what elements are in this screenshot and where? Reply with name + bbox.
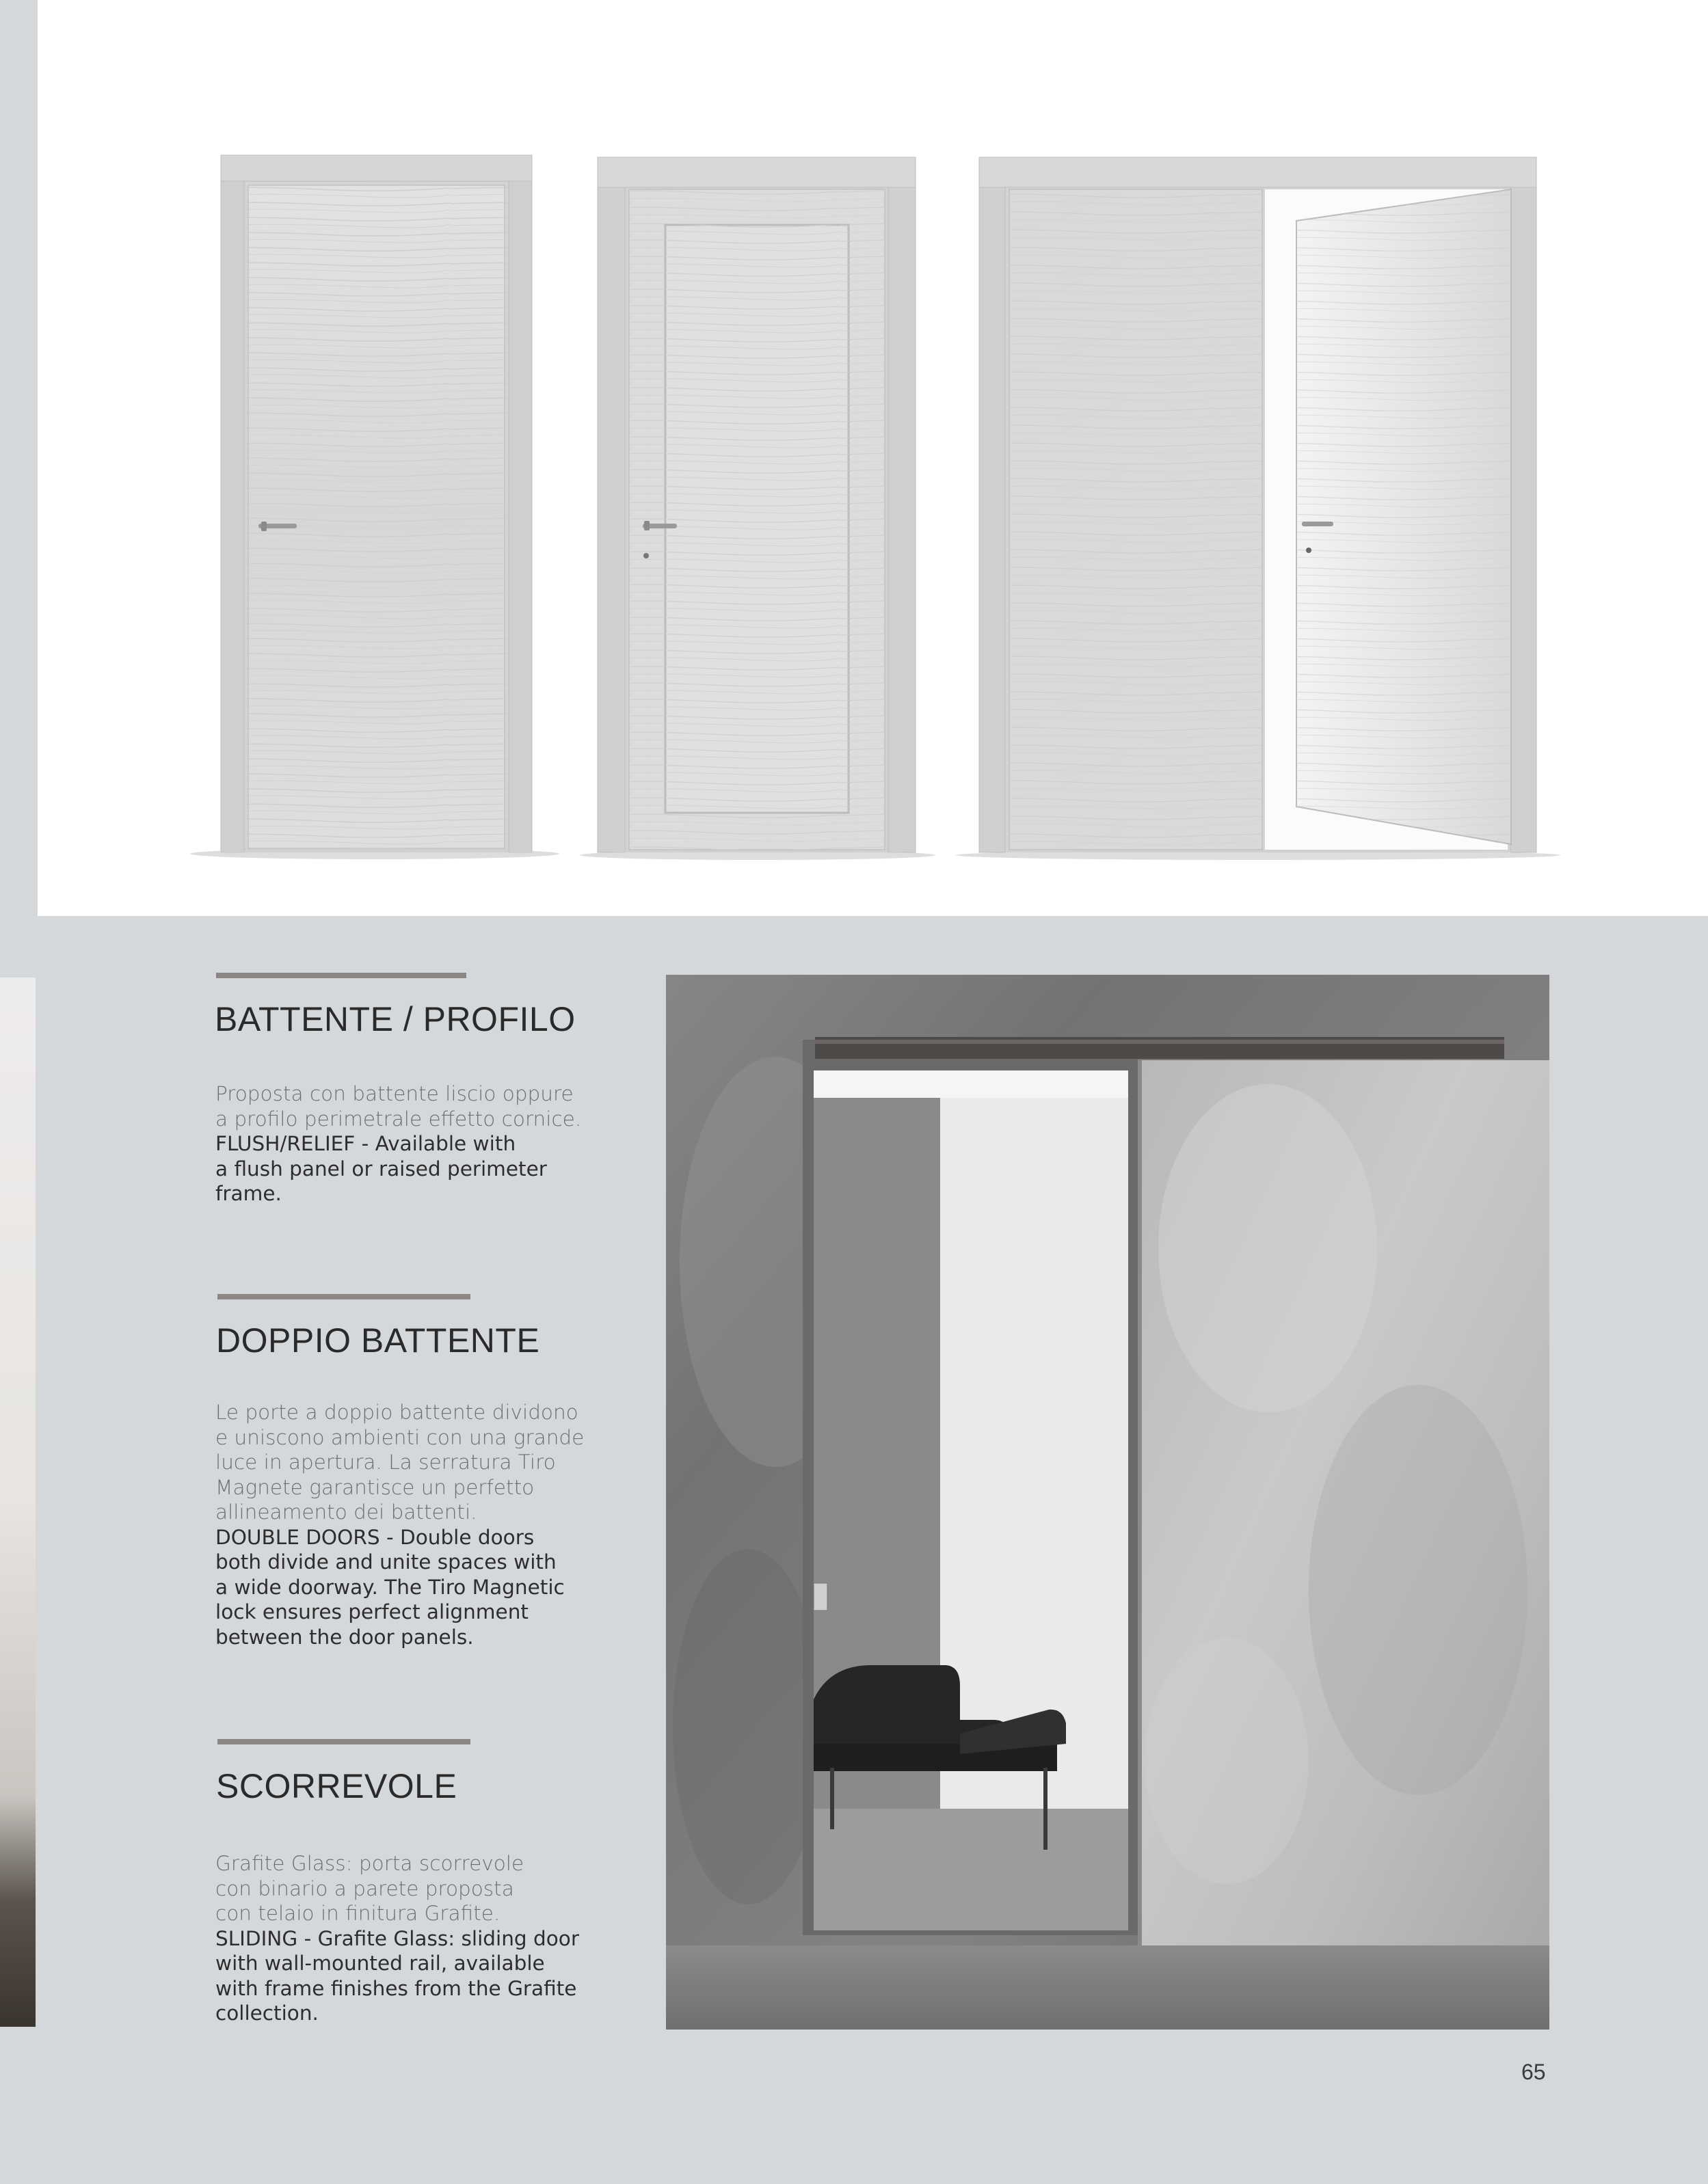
section-text-english: SLIDING - Grafite Glass: sliding door with wall-mounted rail, available with frame finishes from the Grafite collection.: [215, 1926, 579, 2025]
section-text: [215, 1851, 626, 2026]
section-rule: [217, 1739, 470, 1744]
door-double-image: [956, 154, 1561, 861]
section-text-italian: Grafite Glass: porta scorrevole con binario a parete proposta con telaio in finitura Grafite.: [215, 1852, 524, 1925]
section-rule: [217, 1294, 470, 1299]
page-number: 65: [1521, 2060, 1546, 2084]
section-text: [215, 1400, 626, 1649]
section-text-italian: Proposta con battente liscio oppure a profilo perimetrale effetto cornice.: [215, 1082, 582, 1131]
section-title: SCORREVOLE: [216, 1767, 457, 1805]
section-text-english: DOUBLE DOORS - Double doors both divide and unite spaces with a wide doorway. The Tiro Magnetic lock ensures perfect alignment between the door panels.: [215, 1525, 565, 1649]
section-title: BATTENTE / PROFILO: [215, 1000, 576, 1038]
adjacent-page-photo-edge: [0, 978, 36, 2027]
section-text-italian: Le porte a doppio battente dividono e uniscono ambienti con una grande luce in apertura. La serratura Tiro Magnete garantisce un perfetto allineamento dei battenti.: [215, 1401, 585, 1524]
section-title: DOPPIO BATTENTE: [216, 1321, 540, 1360]
section-rule: [216, 973, 466, 978]
section-text-english: FLUSH/RELIEF - Available with a flush panel or raised perimeter frame.: [215, 1132, 547, 1205]
door-flush-image: [190, 154, 559, 861]
door-relief-image: [580, 154, 935, 861]
sliding-door-photo: [666, 975, 1549, 2030]
section-text: [215, 1081, 626, 1206]
